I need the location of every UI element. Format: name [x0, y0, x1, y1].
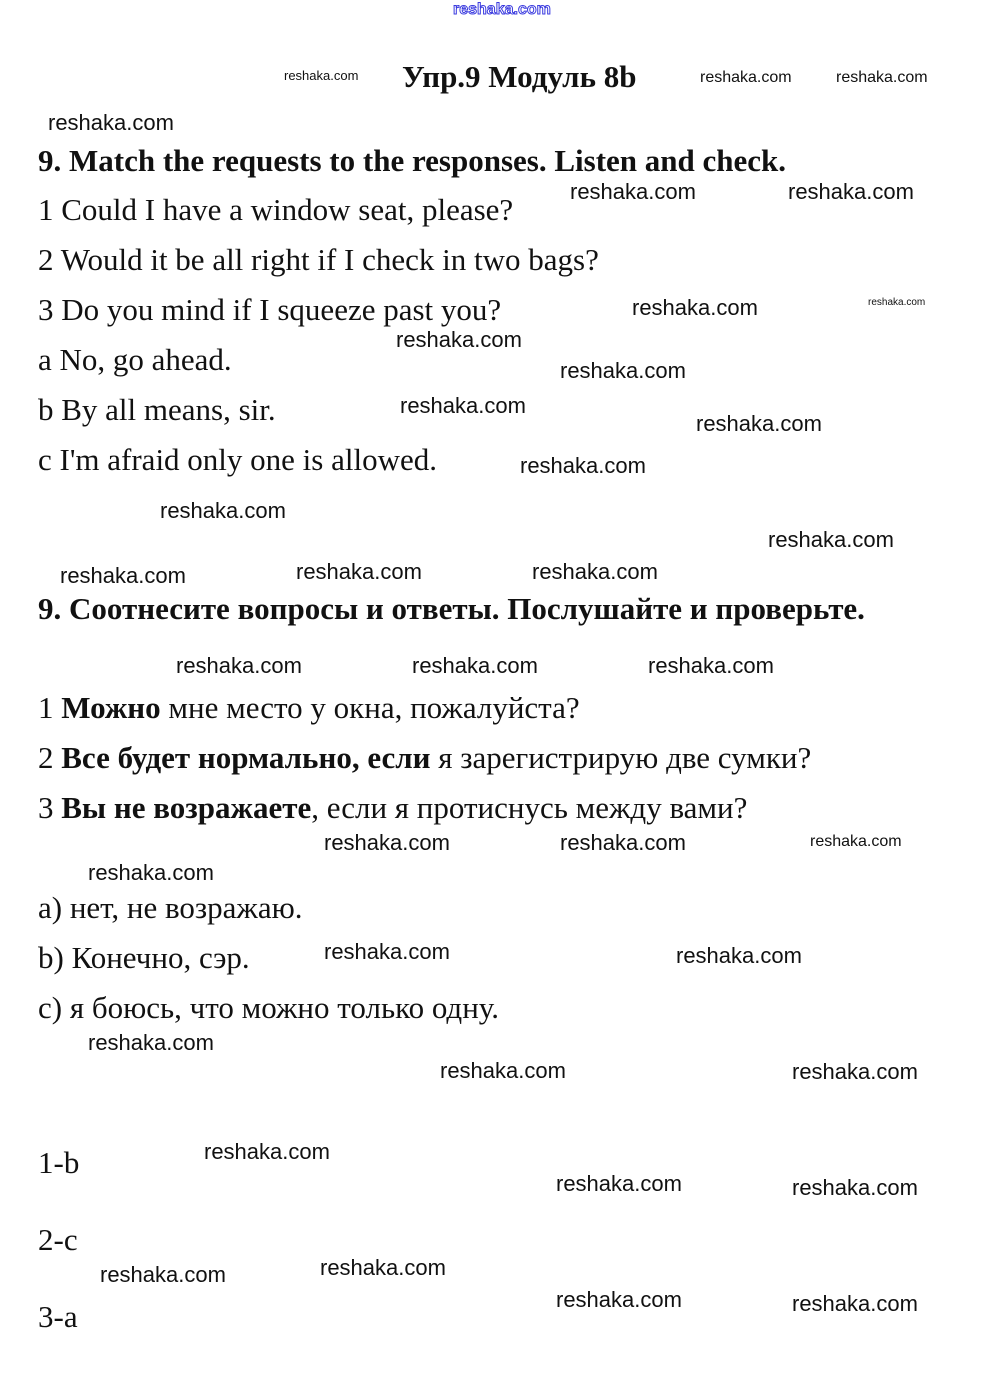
watermark: reshaka.com: [48, 110, 174, 135]
watermark: reshaka.com: [556, 1287, 682, 1312]
watermark: reshaka.com: [868, 297, 926, 308]
watermark: reshaka.com: [560, 830, 686, 855]
watermark: reshaka.com: [788, 179, 914, 204]
english-response-c: c I'm afraid only one is allowed.: [38, 442, 437, 477]
watermark: reshaka.com: [792, 1291, 918, 1316]
watermark: reshaka.com: [520, 453, 646, 478]
english-request-1: 1 Could I have a window seat, please?: [38, 192, 514, 227]
russian-request-3: [38, 790, 747, 826]
watermark: reshaka.com: [768, 527, 894, 552]
russian-response-b: b) Конечно, сэр.: [38, 940, 250, 975]
russian-heading: 9. Соотнесите вопросы и ответы. Послушайте и проверьте.: [38, 591, 865, 626]
bold-part: Можно: [61, 690, 161, 725]
watermark: reshaka.com: [532, 559, 658, 584]
english-heading: 9. Match the requests to the responses. Listen and check.: [38, 143, 787, 178]
num: 1: [38, 690, 62, 725]
watermark: reshaka.com: [324, 939, 450, 964]
english-request-3: 3 Do you mind if I squeeze past you?: [38, 292, 502, 327]
watermark: reshaka.com: [453, 1, 551, 18]
answer-2: 2-c: [38, 1222, 78, 1257]
num: 2: [38, 740, 62, 775]
watermark: reshaka.com: [676, 943, 802, 968]
answer-1: 1-b: [38, 1145, 80, 1180]
watermark: reshaka.com: [400, 393, 526, 418]
watermark: reshaka.com: [412, 653, 538, 678]
watermark: reshaka.com: [60, 563, 186, 588]
watermark: reshaka.com: [836, 69, 928, 86]
english-response-a: a No, go ahead.: [38, 342, 232, 377]
watermark: reshaka.com: [560, 358, 686, 383]
watermark: reshaka.com: [396, 327, 522, 352]
rest: мне место у окна, пожалуйста?: [160, 690, 580, 725]
russian-request-1: [38, 690, 580, 726]
watermark: reshaka.com: [696, 411, 822, 436]
watermark: reshaka.com: [648, 653, 774, 678]
watermark: reshaka.com: [160, 498, 286, 523]
watermark: reshaka.com: [440, 1058, 566, 1083]
watermark: reshaka.com: [320, 1255, 446, 1280]
watermark: reshaka.com: [100, 1262, 226, 1287]
bold-part: Все будет нормально, если: [61, 740, 431, 775]
watermark: reshaka.com: [810, 833, 902, 850]
watermark: reshaka.com: [284, 68, 359, 83]
watermark: reshaka.com: [700, 69, 792, 86]
watermark: reshaka.com: [632, 295, 758, 320]
watermark: reshaka.com: [570, 179, 696, 204]
answer-3: 3-a: [38, 1299, 78, 1334]
russian-request-2: [38, 740, 811, 776]
english-response-b: b By all means, sir.: [38, 392, 276, 427]
watermark: reshaka.com: [296, 559, 422, 584]
russian-response-c: c) я боюсь, что можно только одну.: [38, 990, 499, 1025]
watermark: reshaka.com: [324, 830, 450, 855]
bold-part: Вы не возражаете: [61, 790, 312, 825]
watermark: reshaka.com: [176, 653, 302, 678]
page-title: Упр.9 Модуль 8b: [402, 59, 637, 94]
english-request-2: 2 Would it be all right if I check in two bags?: [38, 242, 599, 277]
watermark: reshaka.com: [556, 1171, 682, 1196]
watermark: reshaka.com: [792, 1175, 918, 1200]
num: 3: [38, 790, 62, 825]
watermark: reshaka.com: [88, 860, 214, 885]
watermark: reshaka.com: [792, 1059, 918, 1084]
rest: , если я протиснусь между вами?: [311, 790, 748, 825]
russian-response-a: a) нет, не возражаю.: [38, 890, 303, 925]
watermark: reshaka.com: [88, 1030, 214, 1055]
rest: я зарегистрирую две сумки?: [430, 740, 812, 775]
watermark: reshaka.com: [204, 1139, 330, 1164]
